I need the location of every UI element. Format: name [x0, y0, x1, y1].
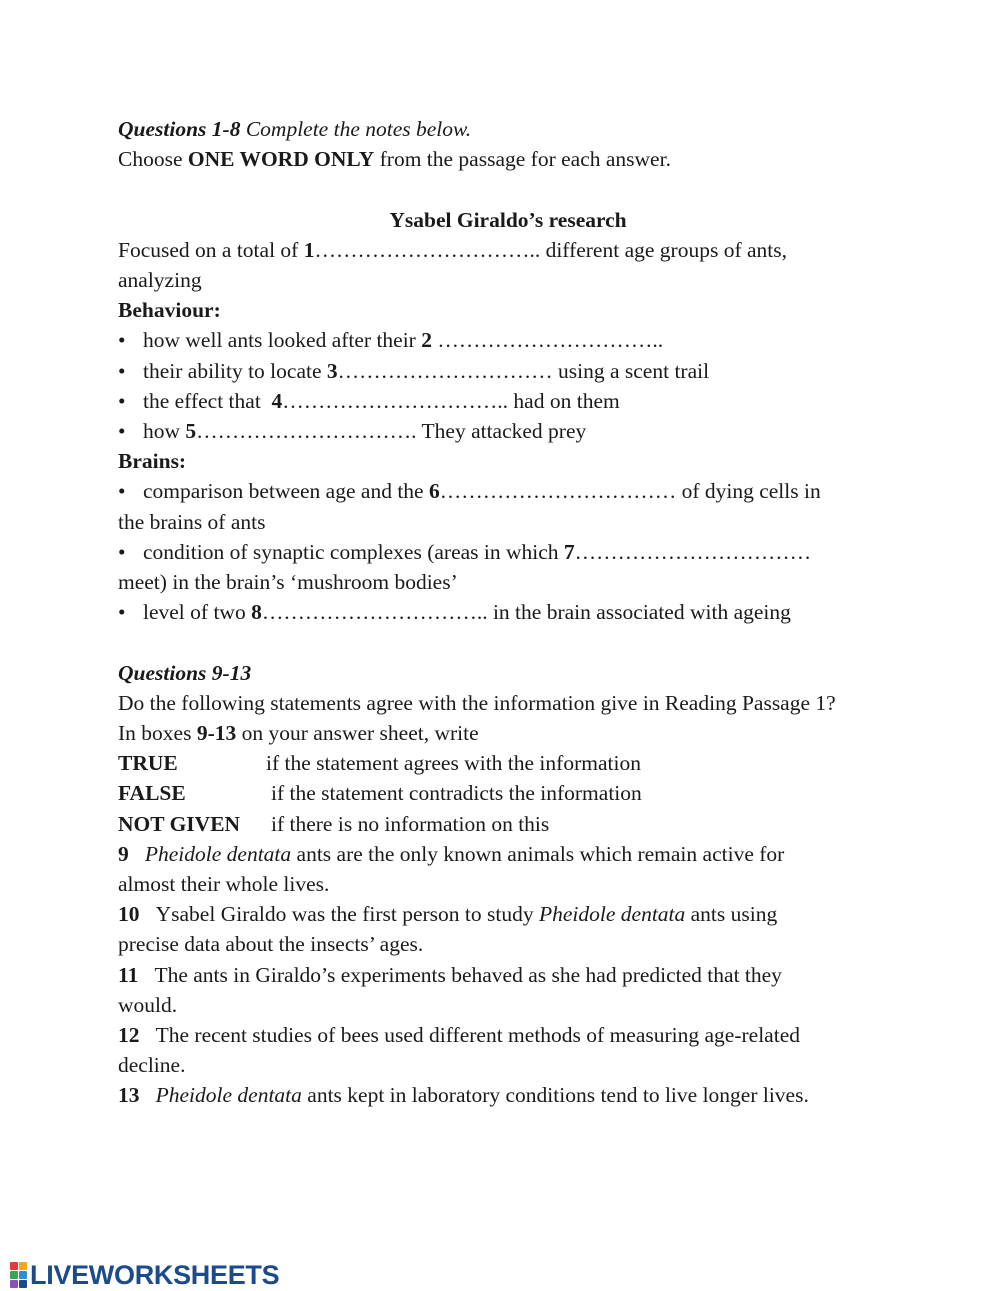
statement-text: The ants in Giraldo’s experiments behaved as she had predicted that they	[154, 962, 782, 987]
statement-9	[118, 839, 898, 869]
option-row	[118, 809, 898, 839]
statement-text: ants kept in laboratory conditions tend to live longer lives.	[301, 1083, 809, 1108]
logo-grid-icon	[10, 1262, 27, 1288]
statement-number: 12	[118, 1023, 140, 1048]
behaviour-item	[118, 325, 898, 355]
liveworksheets-logo[interactable]	[10, 1260, 279, 1290]
logo-cell	[10, 1280, 18, 1288]
answer-blank-2[interactable]: …………………………..	[431, 328, 664, 353]
logo-cell	[10, 1271, 18, 1279]
statement-italic: Pheidole dentata	[155, 1083, 302, 1108]
option-desc: if the statement contradicts the information	[271, 781, 642, 806]
statement-number: 9	[118, 841, 129, 866]
instr2-pre: In boxes	[118, 721, 197, 746]
bullet-icon: •	[118, 479, 126, 504]
notes-intro	[118, 235, 898, 265]
bullet-icon: •	[118, 388, 126, 413]
instr-bold: ONE WORD ONLY	[187, 147, 375, 172]
notes-intro-pre: Focused on a total of	[118, 237, 304, 262]
answer-blank-4[interactable]: ………………………….. had on them	[282, 388, 620, 413]
item-text: how well ants looked after their	[143, 328, 422, 353]
statement-text: The recent studies of bees used different methods of measuring age-related	[155, 1023, 800, 1048]
section1-heading-label: Questions 1-8	[118, 117, 241, 141]
brains-item-line2: the brains of ants	[118, 509, 266, 534]
notes-intro-line2: analyzing	[118, 268, 202, 292]
item-text: the effect that	[143, 388, 272, 413]
logo-cell	[19, 1280, 27, 1288]
option-row	[118, 778, 898, 808]
statement-9-line2: almost their whole lives.	[118, 872, 330, 897]
option-label: FALSE	[118, 781, 186, 806]
brains-item-line2: meet) in the brain’s ‘mushroom bodies’	[118, 570, 458, 595]
logo-cell	[10, 1262, 18, 1270]
gap-number-1: 1	[303, 237, 315, 262]
option-row	[118, 748, 898, 778]
gap-number-8: 8	[251, 600, 262, 625]
option-label: NOT GIVEN	[118, 811, 241, 836]
bullet-icon: •	[118, 419, 126, 444]
statement-10	[118, 899, 898, 929]
statement-11-line2: would.	[118, 992, 178, 1017]
bullet-icon: •	[118, 328, 126, 353]
statement-number: 10	[118, 902, 140, 927]
statement-text-b: ants using	[685, 902, 778, 927]
logo-cell	[19, 1271, 27, 1279]
section2-instruction: Do the following statements agree with the information give in Reading Passage 1?	[118, 690, 836, 715]
gap-number-5: 5	[185, 419, 197, 444]
item-text: comparison between age and the	[143, 479, 429, 504]
statement-10-line2: precise data about the insects’ ages.	[118, 932, 424, 957]
item-text: condition of synaptic complexes (areas in which	[143, 539, 564, 564]
behaviour-item	[118, 416, 898, 446]
gap-number-7: 7	[563, 539, 575, 564]
option-desc: if the statement agrees with the information	[266, 751, 641, 776]
statement-11	[118, 960, 898, 990]
bullet-icon: •	[118, 539, 126, 564]
statement-text: ants are the only known animals which remain active for	[291, 841, 785, 866]
statement-italic: Pheidole dentata	[538, 902, 686, 927]
section2-heading: Questions 9-13	[118, 660, 252, 685]
instr-pre: Choose	[118, 147, 188, 172]
brains-item	[118, 476, 898, 506]
statement-number: 13	[118, 1083, 140, 1108]
gap-number-2: 2	[421, 328, 432, 353]
answer-blank-1[interactable]: ………………………….. different age groups of ants,	[314, 237, 787, 262]
statement-number: 11	[118, 962, 139, 987]
item-text: their ability to locate	[143, 358, 327, 383]
logo-text: LIVEWORKSHEETS	[30, 1259, 280, 1290]
answer-blank-8[interactable]: ………………………….. in the brain associated with ageing	[261, 600, 791, 625]
brains-item	[118, 597, 898, 627]
worksheet-page	[118, 114, 898, 1111]
section1-heading-rest: Complete the notes below.	[240, 117, 472, 141]
option-desc: if there is no information on this	[271, 811, 550, 836]
answer-blank-6[interactable]: …………………………… of dying cells in	[439, 479, 821, 504]
answer-blank-3[interactable]: ………………………… using a scent trail	[337, 358, 710, 383]
gap-number-4: 4	[271, 388, 283, 413]
answer-blank-7[interactable]: ……………………………	[574, 539, 812, 564]
behaviour-item	[118, 386, 898, 416]
instr2-bold: 9-13	[196, 721, 237, 746]
item-text: level of two	[143, 600, 252, 625]
item-text: how	[143, 419, 186, 444]
option-label: TRUE	[118, 751, 178, 776]
bullet-icon: •	[118, 358, 126, 383]
statement-12-line2: decline.	[118, 1053, 186, 1078]
bullet-icon: •	[118, 600, 126, 625]
brains-label: Brains:	[118, 449, 187, 474]
brains-item	[118, 537, 898, 567]
instr-post: from the passage for each answer.	[374, 147, 671, 172]
section1-instruction	[118, 144, 898, 174]
gap-number-6: 6	[428, 479, 440, 504]
statement-13	[118, 1080, 898, 1110]
logo-cell	[19, 1262, 27, 1270]
behaviour-item	[118, 356, 898, 386]
answer-blank-5[interactable]: …………………………. They attacked prey	[196, 419, 587, 444]
statement-italic: Pheidole dentata	[144, 841, 292, 866]
behaviour-label: Behaviour:	[118, 298, 221, 323]
instr2-post: on your answer sheet, write	[236, 721, 479, 746]
statement-12	[118, 1020, 898, 1050]
statement-text: Ysabel Giraldo was the first person to study	[155, 902, 539, 927]
notes-title: Ysabel Giraldo’s research	[389, 207, 627, 232]
section2-instruction-line2	[118, 718, 898, 748]
gap-number-3: 3	[326, 358, 338, 383]
section1-heading	[118, 114, 898, 144]
